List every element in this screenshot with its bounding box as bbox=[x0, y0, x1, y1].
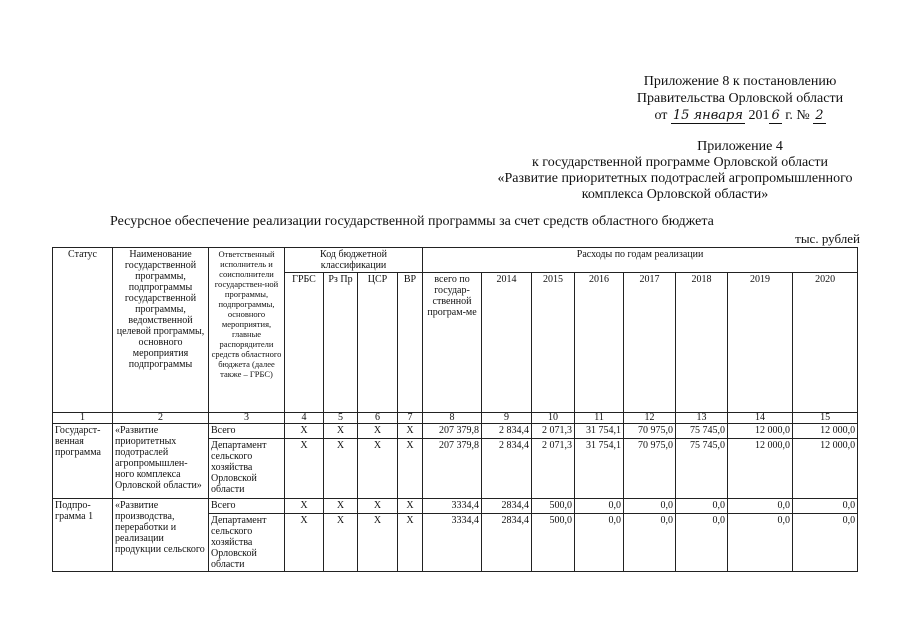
header-year: 2020 bbox=[793, 273, 858, 413]
value-cell: 3334,4 bbox=[423, 514, 482, 572]
value-cell: 70 975,0 bbox=[624, 424, 676, 439]
value-cell: 70 975,0 bbox=[624, 439, 676, 499]
column-number: 14 bbox=[728, 413, 793, 424]
column-number: 8 bbox=[423, 413, 482, 424]
header-year: 2016 bbox=[575, 273, 624, 413]
value-cell: 75 745,0 bbox=[676, 439, 728, 499]
handwritten-year-digit: 6 bbox=[771, 108, 780, 123]
code-cell: X bbox=[285, 514, 324, 572]
column-number: 6 bbox=[358, 413, 398, 424]
header-year: 2019 bbox=[728, 273, 793, 413]
value-cell: 500,0 bbox=[532, 514, 575, 572]
value-cell: 12 000,0 bbox=[793, 439, 858, 499]
row-name: «Развитие приоритетных подотраслей агропромышлен-ного комплекса Орловской области» bbox=[113, 424, 209, 499]
code-cell: X bbox=[285, 439, 324, 499]
value-cell: 2 834,4 bbox=[482, 424, 532, 439]
value-cell: 0,0 bbox=[728, 514, 793, 572]
code-cell: X bbox=[358, 514, 398, 572]
year-prefix: 201 bbox=[748, 108, 770, 123]
code-cell: X bbox=[285, 499, 324, 514]
number-prefix: г. № bbox=[785, 108, 810, 123]
row-executor: Всего bbox=[209, 424, 285, 439]
code-cell: X bbox=[398, 439, 423, 499]
code-cell: X bbox=[398, 514, 423, 572]
column-number: 3 bbox=[209, 413, 285, 424]
value-cell: 31 754,1 bbox=[575, 424, 624, 439]
column-number: 2 bbox=[113, 413, 209, 424]
column-number: 13 bbox=[676, 413, 728, 424]
value-cell: 2 071,3 bbox=[532, 439, 575, 499]
value-cell: 500,0 bbox=[532, 499, 575, 514]
code-cell: X bbox=[324, 499, 358, 514]
header-expenses-group: Расходы по годам реализации bbox=[423, 248, 858, 273]
handwritten-number: 2 bbox=[815, 108, 824, 123]
row-executor: Всего bbox=[209, 499, 285, 514]
program-name-line1: «Развитие приоритетных подотраслей агропромышленного bbox=[497, 171, 853, 186]
value-cell: 2834,4 bbox=[482, 499, 532, 514]
code-cell: X bbox=[324, 514, 358, 572]
code-cell: X bbox=[285, 424, 324, 439]
header-rzpr: Рз Пр bbox=[324, 273, 358, 413]
date-prefix: от bbox=[654, 108, 668, 123]
header-vr: ВР bbox=[398, 273, 423, 413]
header-csr: ЦСР bbox=[358, 273, 398, 413]
value-cell: 0,0 bbox=[728, 499, 793, 514]
appendix-8-line: Приложение 8 к постановлению bbox=[643, 74, 837, 89]
column-number: 10 bbox=[532, 413, 575, 424]
header-year: 2017 bbox=[624, 273, 676, 413]
value-cell: 0,0 bbox=[676, 514, 728, 572]
column-number: 15 bbox=[793, 413, 858, 424]
appendix-4-line: Приложение 4 bbox=[697, 139, 783, 154]
value-cell: 207 379,8 bbox=[423, 439, 482, 499]
program-name-line2: комплекса Орловской области» bbox=[581, 187, 769, 202]
code-cell: X bbox=[324, 439, 358, 499]
row-status: Государст-венная программа bbox=[53, 424, 113, 499]
column-number: 9 bbox=[482, 413, 532, 424]
value-cell: 2 071,3 bbox=[532, 424, 575, 439]
code-cell: X bbox=[358, 499, 398, 514]
code-cell: X bbox=[358, 439, 398, 499]
program-ref-line: к государственной программе Орловской области bbox=[532, 155, 828, 170]
value-cell: 12 000,0 bbox=[728, 439, 793, 499]
value-cell: 0,0 bbox=[624, 499, 676, 514]
header-status: Статус bbox=[53, 248, 113, 413]
value-cell: 31 754,1 bbox=[575, 439, 624, 499]
column-number: 4 bbox=[285, 413, 324, 424]
value-cell: 12 000,0 bbox=[793, 424, 858, 439]
government-line: Правительства Орловской области bbox=[636, 91, 844, 106]
header-year: 2014 bbox=[482, 273, 532, 413]
column-number: 1 bbox=[53, 413, 113, 424]
value-cell: 0,0 bbox=[575, 514, 624, 572]
column-number: 11 bbox=[575, 413, 624, 424]
value-cell: 0,0 bbox=[575, 499, 624, 514]
value-cell: 3334,4 bbox=[423, 499, 482, 514]
column-number: 12 bbox=[624, 413, 676, 424]
header-total: всего по государ-ственной програм-ме bbox=[423, 273, 482, 413]
resource-table bbox=[52, 247, 858, 572]
value-cell: 12 000,0 bbox=[728, 424, 793, 439]
code-cell: X bbox=[398, 424, 423, 439]
document-title: Ресурсное обеспечение реализации государственной программы за счет средств областного бюджета bbox=[110, 214, 714, 229]
column-number: 5 bbox=[324, 413, 358, 424]
value-cell: 2834,4 bbox=[482, 514, 532, 572]
header-code-group: Код бюджетной классификации bbox=[285, 248, 423, 273]
header-executor: Ответственный исполнитель и соисполнители государствен-ной программы, подпрограммы, основного мероприятия, главные распорядители средств областного бюджета (далее также – ГРБС) bbox=[209, 248, 285, 413]
column-number: 7 bbox=[398, 413, 423, 424]
date-number-line bbox=[600, 108, 880, 124]
code-cell: X bbox=[398, 499, 423, 514]
header-year: 2015 bbox=[532, 273, 575, 413]
code-cell: X bbox=[358, 424, 398, 439]
row-name: «Развитие производства, переработки и реализации продукции сельского bbox=[113, 499, 209, 572]
table-row bbox=[53, 499, 858, 514]
value-cell: 0,0 bbox=[676, 499, 728, 514]
code-cell: X bbox=[324, 424, 358, 439]
value-cell: 0,0 bbox=[793, 514, 858, 572]
row-status: Подпро-грамма 1 bbox=[53, 499, 113, 572]
row-executor: Департамент сельского хозяйства Орловской области bbox=[209, 514, 285, 572]
value-cell: 0,0 bbox=[793, 499, 858, 514]
handwritten-date: 15 января bbox=[672, 108, 743, 123]
unit-label: тыс. рублей bbox=[795, 231, 860, 246]
header-name: Наименование государственной программы, подпрограммы государственной программы, ведомственной целевой программы, основного мероприятия подпрограммы bbox=[113, 248, 209, 413]
row-executor: Департамент сельского хозяйства Орловской области bbox=[209, 439, 285, 499]
table-row bbox=[53, 424, 858, 439]
value-cell: 75 745,0 bbox=[676, 424, 728, 439]
header-grbs: ГРБС bbox=[285, 273, 324, 413]
value-cell: 0,0 bbox=[624, 514, 676, 572]
value-cell: 207 379,8 bbox=[423, 424, 482, 439]
header-year: 2018 bbox=[676, 273, 728, 413]
value-cell: 2 834,4 bbox=[482, 439, 532, 499]
